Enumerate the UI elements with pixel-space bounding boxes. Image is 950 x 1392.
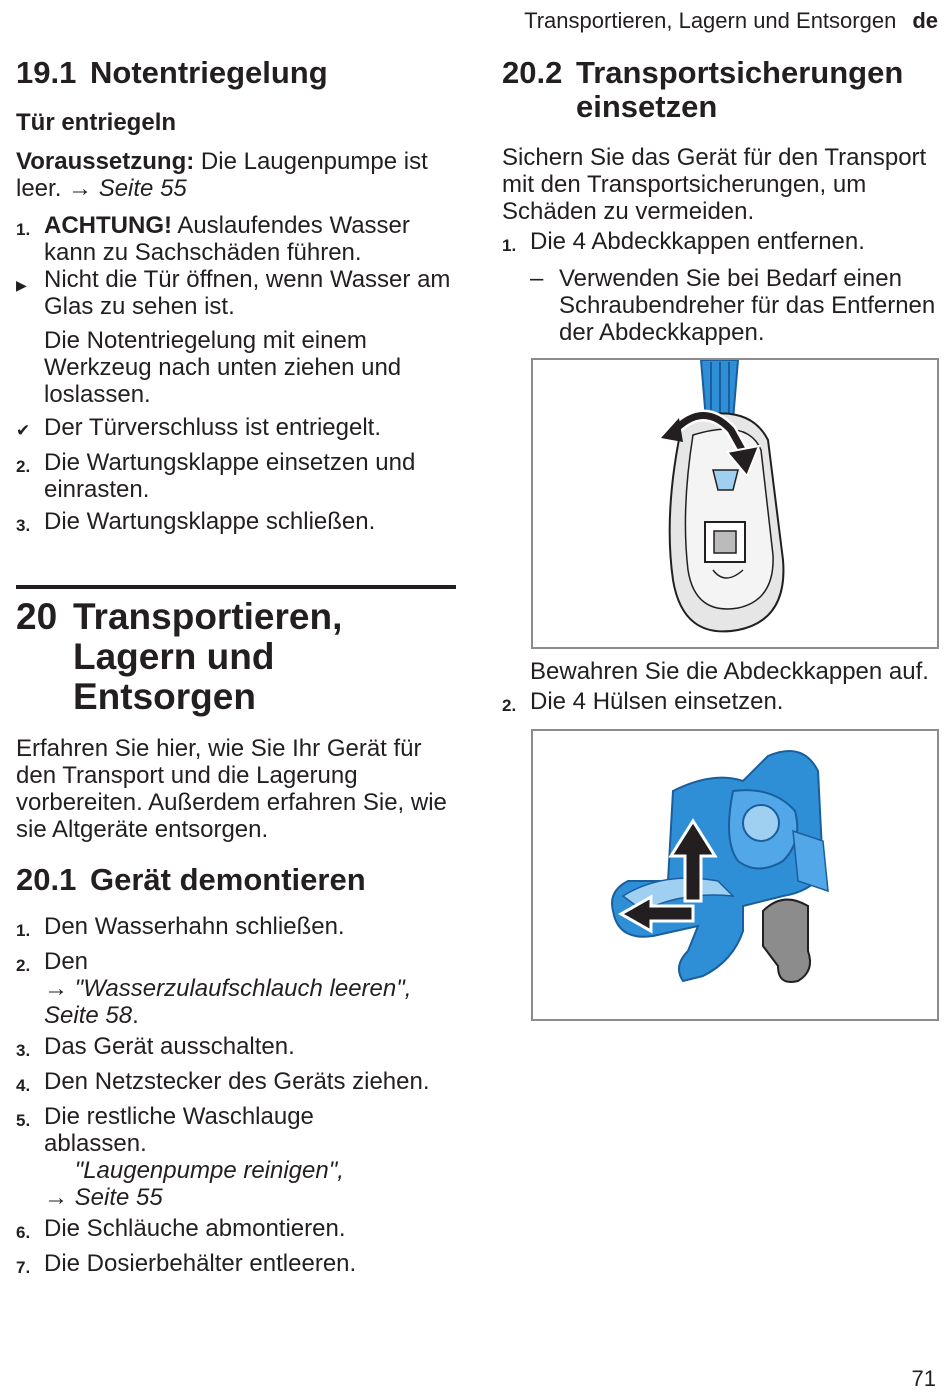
section-title: Gerät demontieren	[90, 862, 366, 897]
prerequisite	[16, 148, 456, 202]
step-text: Die Dosierbehälter entleeren.	[44, 1250, 357, 1277]
list-item	[16, 948, 456, 1029]
section-20-1-heading	[16, 863, 456, 897]
step-text: Den	[44, 948, 89, 975]
step-text: Die restliche Waschlauge ablassen.	[44, 1103, 314, 1157]
step-text: Die Wartungsklappe einsetzen und einrasten.	[44, 449, 416, 503]
subheading-tuer-entriegeln: Tür entriegeln	[16, 109, 177, 136]
figure-remove-cover-cap	[531, 358, 939, 649]
section-title: Notentriegelung	[90, 55, 328, 90]
step-1	[16, 212, 456, 266]
step-number: 2.	[16, 457, 31, 476]
chapter-title: Transportieren, Lagern und Entsorgen	[524, 8, 897, 33]
step-text: Auslaufendes Wasser kann zu Sachschäden führen.	[44, 212, 410, 266]
step-number: 1.	[16, 220, 31, 239]
step-number: 3.	[16, 1041, 31, 1060]
step-number: 4.	[16, 1076, 31, 1095]
warning-instruction	[16, 266, 456, 320]
step-text: Den Netzstecker des Geräts ziehen.	[44, 1068, 430, 1095]
section-title: Transportsicherungen einsetzen	[576, 55, 904, 124]
step-number: 2.	[16, 956, 31, 975]
arrow-icon: →	[44, 1184, 68, 1211]
cross-reference-link[interactable]: "Laugenpumpe reinigen", Seite 55	[74, 1157, 344, 1211]
step-number: 6.	[16, 1223, 31, 1242]
step-number: 7.	[16, 1258, 31, 1277]
step-2	[16, 449, 456, 503]
prerequisite-label: Voraussetzung:	[16, 148, 195, 175]
list-item	[16, 1033, 456, 1064]
step-number: 3.	[16, 516, 31, 535]
chapter-title: Transportieren, Lagern und Entsorgen	[73, 596, 343, 717]
language-code: de	[912, 8, 938, 33]
after-figure-text: Bewahren Sie die Abdeckkappen auf.	[530, 658, 929, 685]
checkmark-icon: ✔	[16, 421, 31, 440]
warning-text: Nicht die Tür öffnen, wenn Wasser am Glas zu sehen ist.	[44, 266, 451, 320]
result	[16, 414, 456, 444]
sub-instruction-text: Verwenden Sie bei Bedarf einen Schraubendreher für das Entfernen der Abdeckkappen.	[559, 265, 936, 346]
chapter-20-heading	[16, 585, 456, 717]
list-item	[16, 1103, 456, 1211]
list-item	[16, 913, 456, 944]
section-intro: Sichern Sie das Gerät für den Transport mit den Transportsicherungen, um Schäden zu vermeiden.	[502, 144, 927, 225]
result-text: Der Türverschluss ist entriegelt.	[44, 414, 382, 441]
steps-list	[16, 913, 456, 1281]
figure-insert-sleeves	[531, 729, 939, 1021]
list-item	[16, 1068, 456, 1099]
prerequisite-text: Die Laugenpumpe ist leer. →	[16, 148, 428, 202]
running-header	[524, 8, 938, 34]
step-text: Die Wartungsklappe schließen.	[44, 508, 376, 535]
list-item	[16, 1215, 456, 1246]
chapter-intro: Erfahren Sie hier, wie Sie Ihr Gerät für den Transport und die Lagerung vorbereiten. Außerdem erfahren Sie, wie sie Altgeräte entsorgen.	[16, 735, 447, 843]
step-number: 5.	[16, 1111, 31, 1130]
step-3	[16, 508, 456, 539]
chapter-number: 20	[16, 596, 58, 637]
warning-label: ACHTUNG!	[44, 212, 172, 239]
step-1-continuation: Die Notentriegelung mit einem Werkzeug nach unten ziehen und loslassen.	[44, 327, 402, 408]
section-number: 20.1	[16, 862, 77, 897]
step-number: 1.	[502, 236, 517, 255]
step-text: Die Schläuche abmontieren.	[44, 1215, 346, 1242]
page-number: 71	[911, 1366, 936, 1391]
step-text: Die 4 Abdeckkappen entfernen.	[530, 228, 865, 255]
step-number: 1.	[16, 921, 31, 940]
cross-reference-link[interactable]: "Wasserzulaufschlauch leeren", Seite 58	[44, 975, 412, 1029]
transport-sleeve-illustration	[533, 731, 937, 1019]
step-text: Den Wasserhahn schließen.	[44, 913, 345, 940]
sub-instruction	[502, 265, 940, 346]
section-20-2-heading	[502, 56, 940, 124]
step-2	[502, 688, 940, 719]
left-column	[16, 56, 456, 1281]
section-number: 19.1	[16, 55, 77, 90]
arrow-icon: →	[44, 975, 68, 1002]
cover-cap-screwdriver-illustration	[533, 360, 937, 647]
section-19-1-heading	[16, 56, 456, 94]
triangle-bullet-icon: ▶	[16, 277, 27, 293]
right-column	[502, 56, 940, 1021]
prerequisite-link[interactable]: Seite 55	[98, 175, 187, 202]
section-number: 20.2	[502, 55, 563, 90]
step-number: 2.	[502, 696, 517, 715]
dash-bullet: –	[530, 265, 544, 292]
step-1	[502, 228, 940, 259]
step-text: Die 4 Hülsen einsetzen.	[530, 688, 784, 715]
step-text: Das Gerät ausschalten.	[44, 1033, 295, 1060]
punctuation: .	[132, 1002, 139, 1029]
list-item	[16, 1250, 456, 1281]
